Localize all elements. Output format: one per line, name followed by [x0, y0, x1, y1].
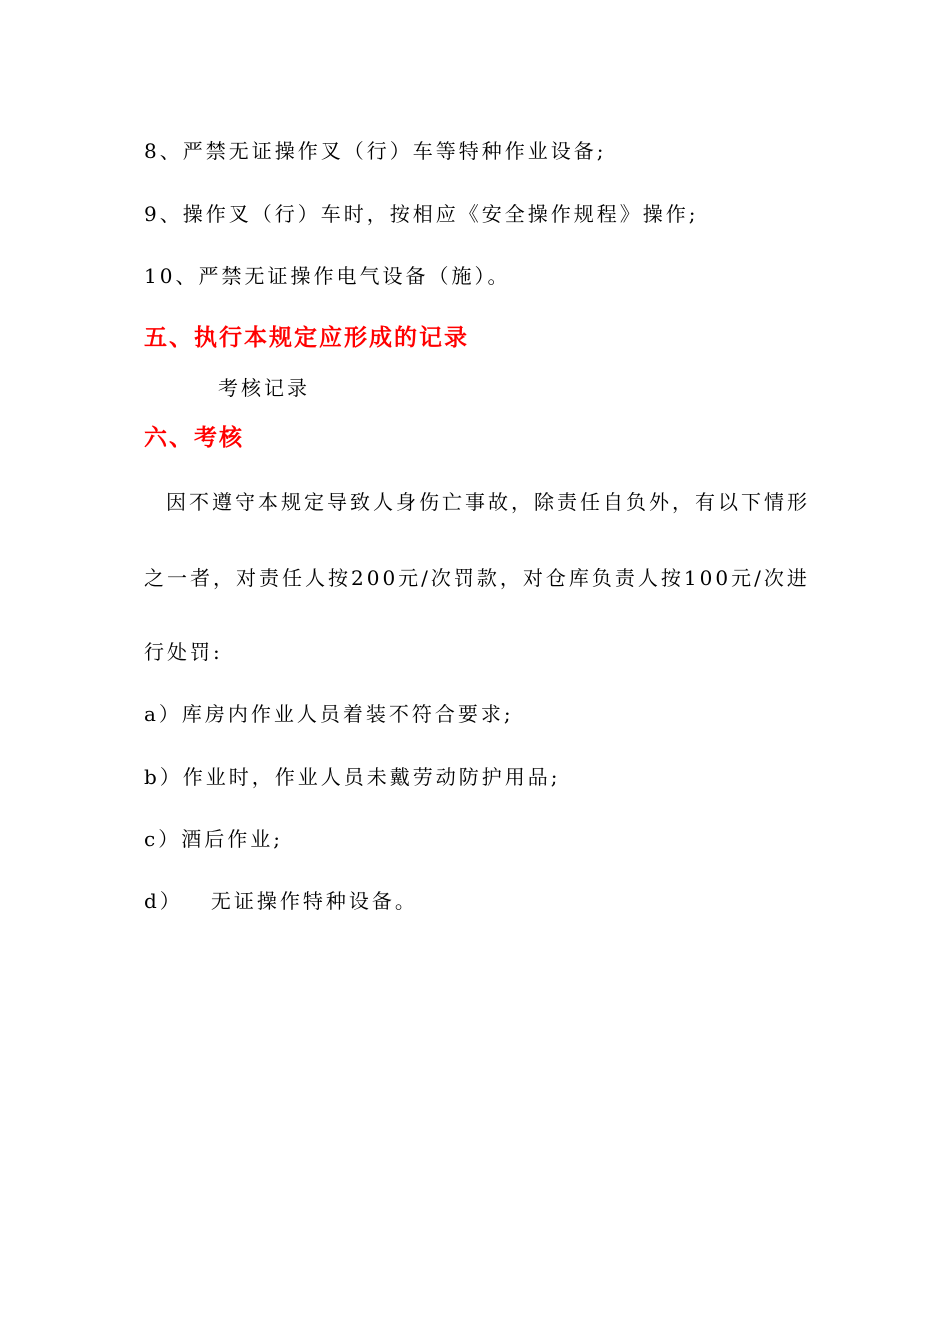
prohibition-item-9: 9、操作叉（行）车时，按相应《安全操作规程》操作;	[144, 202, 699, 226]
penalty-item-c: c）酒后作业;	[144, 827, 283, 851]
prohibition-item-10: 10、严禁无证操作电气设备（施）。	[144, 264, 511, 288]
penalty-item-d: d） 无证操作特种设备。	[144, 889, 418, 913]
penalty-item-b: b）作业时，作业人员未戴劳动防护用品;	[144, 765, 561, 789]
assessment-paragraph-line-3: 行处罚:	[144, 640, 223, 664]
prohibition-item-8: 8、严禁无证操作叉（行）车等特种作业设备;	[144, 139, 607, 163]
section-5-heading: 五、执行本规定应形成的记录	[144, 325, 469, 351]
assessment-paragraph-line-2: 之一者，对责任人按200元/次罚款，对仓库负责人按100元/次进	[144, 566, 810, 590]
assessment-paragraph-line-1: 因不遵守本规定导致人身伤亡事故，除责任自负外，有以下情形	[166, 490, 810, 514]
section-5-record: 考核记录	[218, 376, 310, 400]
penalty-item-a: a）库房内作业人员着装不符合要求;	[144, 702, 514, 726]
section-6-heading: 六、考核	[144, 425, 244, 451]
